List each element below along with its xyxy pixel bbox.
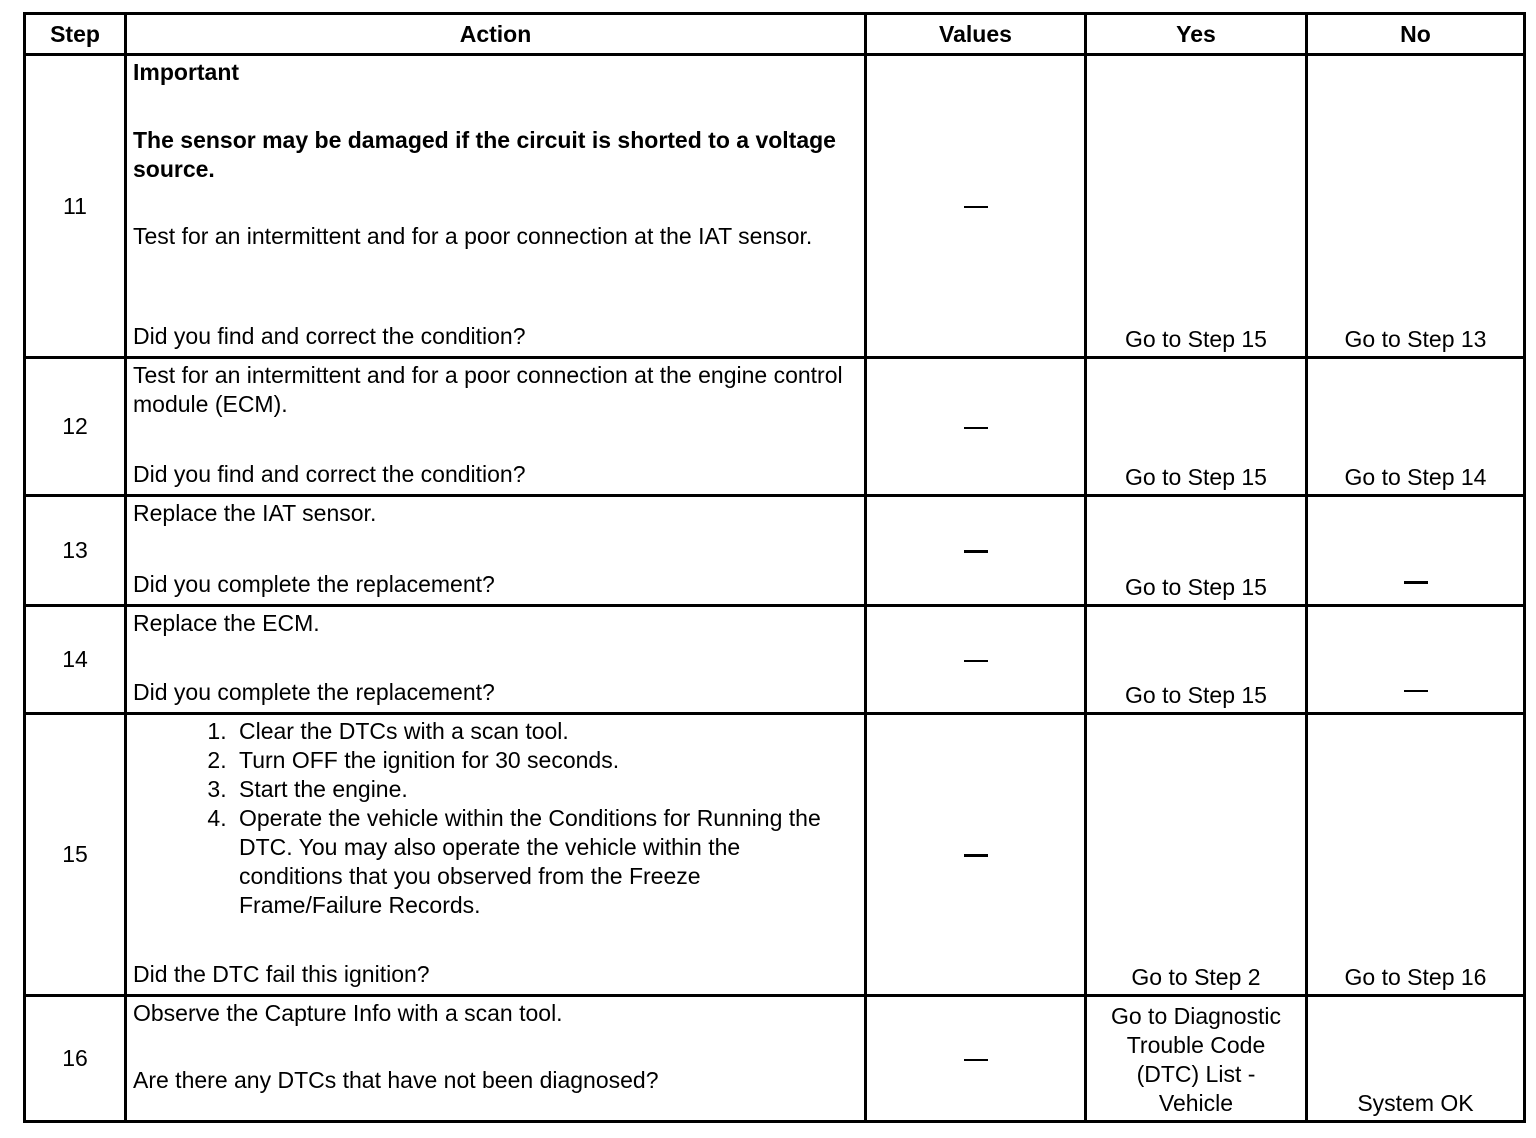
dash-mark	[1404, 581, 1428, 584]
yes-cell: Go to Step 2	[1086, 714, 1307, 996]
step-number: 16	[25, 996, 126, 1122]
no-cell: System OK	[1307, 996, 1525, 1122]
question-text: Are there any DTCs that have not been diagnosed?	[133, 1067, 659, 1093]
instruction-text: Test for an intermittent and for a poor connection at the IAT sensor.	[133, 223, 813, 249]
procedure-list	[133, 717, 858, 920]
action-cell	[126, 996, 866, 1122]
action-cell	[126, 714, 866, 996]
yes-cell	[1086, 996, 1307, 1122]
no-cell: Go to Step 14	[1307, 358, 1525, 496]
instruction-text: Replace the IAT sensor.	[133, 500, 377, 526]
dash-mark	[964, 660, 988, 662]
dash-mark	[964, 206, 988, 208]
header-step: Step	[25, 14, 126, 55]
list-item: 1. Clear the DTCs with a scan tool.	[233, 717, 858, 746]
header-values: Values	[866, 14, 1086, 55]
list-item: 2. Turn OFF the ignition for 30 seconds.	[233, 746, 858, 775]
header-action: Action	[126, 14, 866, 55]
values-cell	[866, 358, 1086, 496]
question-text: Did you complete the replacement?	[133, 679, 495, 705]
table-row	[25, 358, 1525, 496]
question-text: Did you complete the replacement?	[133, 571, 495, 597]
dtc-list-link[interactable]: Go to Diagnostic Trouble Code (DTC) List - Vehicle	[1110, 1003, 1282, 1116]
table-row	[25, 496, 1525, 606]
important-text: The sensor may be damaged if the circuit is shorted to a voltage source.	[133, 127, 836, 182]
no-cell	[1307, 496, 1525, 606]
yes-cell: Go to Step 15	[1086, 496, 1307, 606]
table-row	[25, 996, 1525, 1122]
action-cell	[126, 55, 866, 358]
step-number: 13	[25, 496, 126, 606]
values-cell	[866, 996, 1086, 1122]
step-number: 12	[25, 358, 126, 496]
diagnostic-table	[23, 12, 1526, 1123]
yes-cell: Go to Step 15	[1086, 606, 1307, 714]
question-text: Did the DTC fail this ignition?	[133, 961, 430, 987]
values-cell	[866, 496, 1086, 606]
action-cell	[126, 496, 866, 606]
important-label: Important	[133, 59, 240, 85]
header-yes: Yes	[1086, 14, 1307, 55]
action-cell	[126, 358, 866, 496]
header-no: No	[1307, 14, 1525, 55]
dash-mark	[964, 550, 988, 553]
table-row	[25, 55, 1525, 358]
yes-cell: Go to Step 15	[1086, 358, 1307, 496]
instruction-text: Observe the Capture Info with a scan tool.	[133, 1000, 563, 1026]
table-row	[25, 606, 1525, 714]
instruction-text: Test for an intermittent and for a poor connection at the engine control module (ECM).	[133, 362, 843, 417]
step-number: 14	[25, 606, 126, 714]
header-row	[25, 14, 1525, 55]
action-cell	[126, 606, 866, 714]
values-cell	[866, 606, 1086, 714]
dash-mark	[964, 854, 988, 857]
values-cell	[866, 714, 1086, 996]
yes-cell: Go to Step 15	[1086, 55, 1307, 358]
no-cell: Go to Step 13	[1307, 55, 1525, 358]
values-cell	[866, 55, 1086, 358]
dash-mark	[964, 427, 988, 429]
dash-mark	[964, 1059, 988, 1061]
dash-mark	[1404, 690, 1428, 692]
question-text: Did you find and correct the condition?	[133, 323, 526, 349]
table-row	[25, 714, 1525, 996]
no-cell: Go to Step 16	[1307, 714, 1525, 996]
list-item: 3. Start the engine.	[233, 775, 858, 804]
step-number: 15	[25, 714, 126, 996]
instruction-text: Replace the ECM.	[133, 610, 320, 636]
question-text: Did you find and correct the condition?	[133, 461, 526, 487]
list-item: 4. Operate the vehicle within the Conditions for Running the DTC. You may also operate the vehicle within the conditions that you observed from the Freeze Frame/Failure Records.	[233, 804, 858, 920]
step-number: 11	[25, 55, 126, 358]
no-cell	[1307, 606, 1525, 714]
